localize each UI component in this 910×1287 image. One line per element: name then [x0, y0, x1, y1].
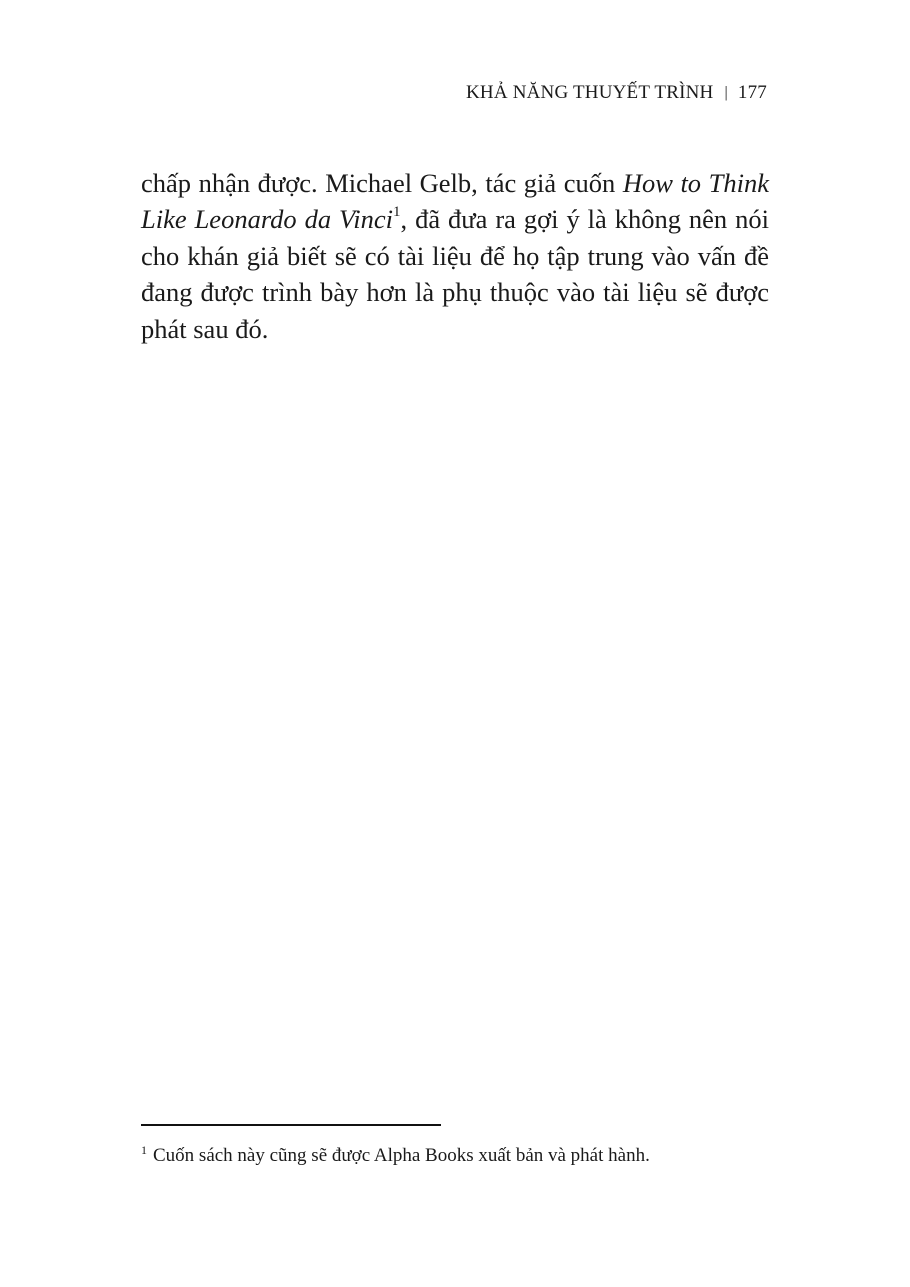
footnote [141, 1143, 781, 1169]
footnote-reference[interactable]: 1 [393, 204, 401, 221]
body-text-segment-1: chấp nhận được. Michael Gelb, tác giả cuốn [141, 167, 623, 198]
footnote-marker: 1 [141, 1142, 147, 1157]
body-paragraph [141, 165, 769, 348]
footnote-text: Cuốn sách này cũng sẽ được Alpha Books xuất bản và phát hành. [153, 1145, 650, 1166]
book-title: How to Think Like Leonardo da Vinci [141, 167, 769, 235]
footnote-divider [141, 1124, 441, 1126]
page-number: 177 [737, 82, 767, 103]
body-text-segment-2: , đã đưa ra gợi ý là không nên nói cho khán giả biết sẽ có tài liệu để họ tập trung vào vấn đề đang được trình bày hơn là phụ thuộc vào tài liệu sẽ được phát sau đó. [141, 204, 769, 344]
running-header [466, 82, 767, 104]
header-separator: | [724, 84, 728, 101]
chapter-title: KHẢ NĂNG THUYẾT TRÌNH [465, 82, 714, 103]
